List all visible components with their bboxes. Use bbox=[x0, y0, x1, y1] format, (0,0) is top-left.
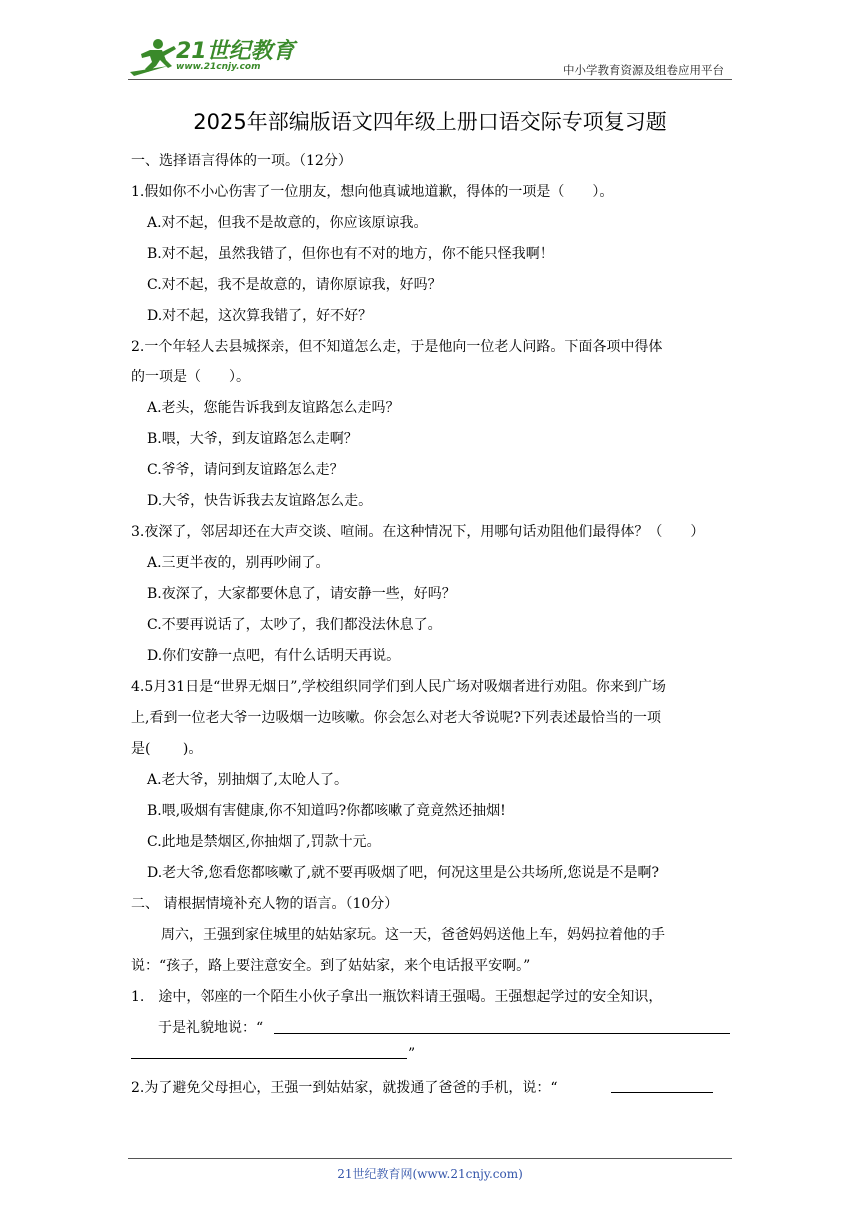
footer-text: 21世纪教育网(www.21cnjy.com) bbox=[337, 1167, 523, 1181]
q2-option-b: B.喂，大爷，到友谊路怎么走啊？ bbox=[147, 431, 358, 447]
page-title: 2025年部编版语文四年级上册口语交际专项复习题 bbox=[193, 110, 667, 134]
q4-option-a: A.老大爷，别抽烟了,太呛人了。 bbox=[147, 772, 349, 788]
q3-option-c: C.不要再说话了，太吵了，我们都没法休息了。 bbox=[147, 617, 442, 633]
s2-q1-close-quote: ” bbox=[408, 1046, 416, 1062]
q1-option-b: B.对不起，虽然我错了，但你也有不对的地方，你不能只怪我啊！ bbox=[147, 246, 554, 262]
q3-option-d: D.你们安静一点吧，有什么话明天再说。 bbox=[147, 648, 401, 664]
q2-option-d: D.大爷，快告诉我去友谊路怎么走。 bbox=[147, 493, 373, 509]
q1-option-d: D.对不起，这次算我错了，好不好？ bbox=[147, 308, 373, 324]
s2-q2-line1: 2.为了避免父母担心，王强一到姑姑家，就拨通了爸爸的手机，说：“ bbox=[131, 1080, 558, 1096]
q3-stem: 3.夜深了，邻居却还在大声交谈、喧闹。在这种情况下，用哪句话劝阻他们最得体？（ ） bbox=[131, 524, 705, 540]
q3-option-a: A.三更半夜的，别再吵闹了。 bbox=[147, 555, 330, 571]
q1-option-c: C.对不起，我不是故意的，请你原谅我，好吗？ bbox=[147, 277, 442, 293]
passage-line2: 说：“孩子，路上要注意安全。到了姑姑家，来个电话报平安啊。” bbox=[131, 958, 531, 974]
section2-heading: 二、 请根据情境补充人物的语言。（10分） bbox=[131, 896, 399, 912]
q4-stem-line3: 是( )。 bbox=[131, 741, 203, 757]
passage-line1: 周六，王强到家住城里的姑姑家玩。这一天，爸爸妈妈送他上车，妈妈拉着他的手 bbox=[161, 927, 665, 943]
q1-option-a: A.对不起，但我不是故意的，你应该原谅我。 bbox=[147, 215, 428, 231]
q2-stem-line1: 2.一个年轻人去县城探亲，但不知道怎么走，于是他向一位老人问路。下面各项中得体 bbox=[131, 339, 663, 355]
q2-option-c: C.爷爷，请问到友谊路怎么走？ bbox=[147, 462, 344, 478]
s2-q1-line1: 1. 途中，邻座的一个陌生小伙子拿出一瓶饮料请王强喝。王强想起学过的安全知识， bbox=[131, 989, 663, 1005]
q4-stem-line2: 上,看到一位老大爷一边吸烟一边咳嗽。你会怎么对老大爷说呢?下列表述最恰当的一项 bbox=[131, 710, 661, 726]
header-divider bbox=[128, 79, 732, 80]
s2-q1-line2: 于是礼貌地说：“ bbox=[158, 1020, 264, 1036]
logo-url: www.21cnjy.com bbox=[176, 62, 261, 72]
q4-option-b: B.喂,吸烟有害健康,你不知道吗?你都咳嗽了竟竟然还抽烟! bbox=[147, 803, 506, 819]
answer-blank-1b[interactable] bbox=[131, 1058, 407, 1059]
q2-stem-line2: 的一项是（ ）。 bbox=[131, 369, 250, 385]
footer-divider bbox=[128, 1158, 732, 1159]
q4-stem-line1: 4.5月31日是“世界无烟日”,学校组织同学们到人民广场对吸烟者进行劝阻。你来到广场 bbox=[131, 679, 666, 695]
section1-heading: 一、选择语言得体的一项。（12分） bbox=[131, 153, 352, 169]
logo-text: 21世纪教育 bbox=[176, 39, 295, 64]
answer-blank-1a[interactable] bbox=[274, 1033, 730, 1034]
q4-option-c: C.此地是禁烟区,你抽烟了,罚款十元。 bbox=[147, 834, 381, 850]
q2-option-a: A.老头，您能告诉我到友谊路怎么走吗？ bbox=[147, 400, 400, 416]
q4-option-d: D.老大爷,您看您都咳嗽了,就不要再吸烟了吧，何况这里是公共场所,您说是不是啊? bbox=[147, 865, 660, 881]
answer-blank-2[interactable] bbox=[611, 1092, 713, 1093]
q3-option-b: B.夜深了，大家都要休息了，请安静一些，好吗？ bbox=[147, 586, 456, 602]
platform-name: 中小学教育资源及组卷应用平台 bbox=[563, 63, 724, 77]
q1-stem: 1.假如你不小心伤害了一位朋友，想向他真诚地道歉，得体的一项是（ ）。 bbox=[131, 184, 614, 200]
